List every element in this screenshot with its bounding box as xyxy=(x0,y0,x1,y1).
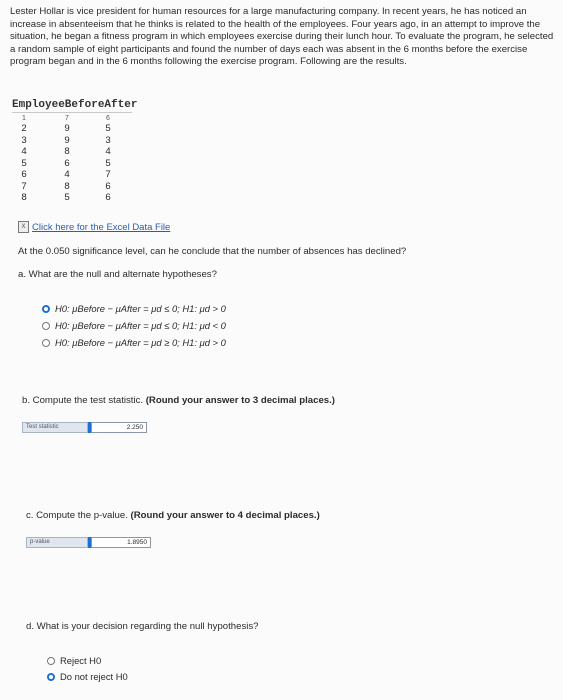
hypothesis-option-2[interactable] xyxy=(42,320,226,331)
table-cell: 6 xyxy=(105,192,111,203)
table-cell: 6 xyxy=(21,169,27,180)
table-cell: 7 xyxy=(105,169,111,180)
option-text: H0: μBefore − μAfter = μd ≤ 0; H1: μd < 0 xyxy=(55,320,226,331)
table-cell: 1 xyxy=(22,115,26,122)
data-table xyxy=(12,114,118,204)
table-row xyxy=(12,158,118,170)
p-value-input[interactable]: 1.8950 xyxy=(91,537,151,548)
table-cell: 6 xyxy=(64,157,70,169)
p-value-field xyxy=(26,537,151,548)
radio-button[interactable] xyxy=(47,657,55,665)
table-cell: 7 xyxy=(65,115,69,122)
table-cell: 4 xyxy=(105,146,111,157)
test-statistic-input[interactable]: 2.250 xyxy=(91,422,147,433)
table-cell: 5 xyxy=(105,123,111,134)
hypothesis-option-1[interactable] xyxy=(42,303,226,314)
data-table-header: EmployeeBeforeAfter xyxy=(12,99,138,111)
part-d-options xyxy=(47,655,128,682)
table-cell: 8 xyxy=(64,146,70,157)
test-statistic-field xyxy=(22,422,147,433)
table-row xyxy=(12,114,118,123)
radio-button[interactable] xyxy=(42,322,50,330)
table-cell: 4 xyxy=(21,146,27,157)
table-cell: 5 xyxy=(105,157,111,169)
radio-button[interactable] xyxy=(42,305,50,313)
part-d-question: d. What is your decision regarding the null hypothesis? xyxy=(26,621,259,632)
part-b-question-text: b. Compute the test statistic. xyxy=(22,395,144,406)
table-cell: 9 xyxy=(64,134,70,146)
table-cell: 9 xyxy=(64,123,70,134)
radio-button[interactable] xyxy=(47,673,55,681)
p-value-label: p-value xyxy=(26,537,88,548)
table-cell: 3 xyxy=(21,134,27,146)
table-row xyxy=(12,123,118,135)
part-a-options xyxy=(42,303,226,348)
table-row xyxy=(12,135,118,147)
problem-intro: Lester Hollar is vice president for human resources for a large manufacturing company. In recent years, he has noticed an increase in absenteeism that he thinks is related to the health of the employees. Four years ago, in an attempt to improve the situation, he began a fitness program in which employees exercise during their lunch hour. To evaluate the program, he selected a random sample of eight participants and found the number of days each was absent in the 6 months before the exercise program began and in the 6 months following the exercise program. Following are the results. xyxy=(10,6,554,68)
table-cell: 5 xyxy=(21,157,27,169)
table-cell: 5 xyxy=(64,192,70,203)
decision-option-reject[interactable] xyxy=(47,655,128,666)
table-row xyxy=(12,146,118,158)
hypothesis-option-3[interactable] xyxy=(42,337,226,348)
decision-option-do-not-reject[interactable] xyxy=(47,671,128,682)
table-cell: 3 xyxy=(105,134,111,146)
excel-file-icon[interactable]: X xyxy=(18,221,29,233)
excel-data-link[interactable]: Click here for the Excel Data File xyxy=(32,222,171,233)
option-text: H0: μBefore − μAfter = μd ≥ 0; H1: μd > 0 xyxy=(55,337,226,348)
table-cell: 6 xyxy=(105,180,111,192)
part-c-question xyxy=(26,510,320,521)
table-cell: 6 xyxy=(106,115,110,122)
table-cell: 7 xyxy=(21,180,27,192)
option-text: Do not reject H0 xyxy=(60,671,128,682)
table-cell: 2 xyxy=(21,123,27,134)
radio-button[interactable] xyxy=(42,339,50,347)
table-row xyxy=(12,169,118,181)
part-b-question xyxy=(22,395,335,406)
main-question: At the 0.050 significance level, can he conclude that the number of absences has declined? xyxy=(18,246,407,257)
option-text: Reject H0 xyxy=(60,655,102,666)
option-text: H0: μBefore − μAfter = μd ≤ 0; H1: μd > 0 xyxy=(55,303,226,314)
table-cell: 8 xyxy=(64,180,70,192)
table-cell: 4 xyxy=(64,169,70,180)
test-statistic-label: Test statistic xyxy=(22,422,88,433)
part-c-question-text: c. Compute the p-value. xyxy=(26,510,128,521)
table-row xyxy=(12,192,118,204)
part-a-question: a. What are the null and alternate hypotheses? xyxy=(18,269,217,280)
table-row xyxy=(12,181,118,193)
table-divider xyxy=(12,112,132,113)
part-c-instruction: (Round your answer to 4 decimal places.) xyxy=(130,510,320,521)
part-b-instruction: (Round your answer to 3 decimal places.) xyxy=(145,395,335,406)
table-cell: 8 xyxy=(21,192,27,203)
